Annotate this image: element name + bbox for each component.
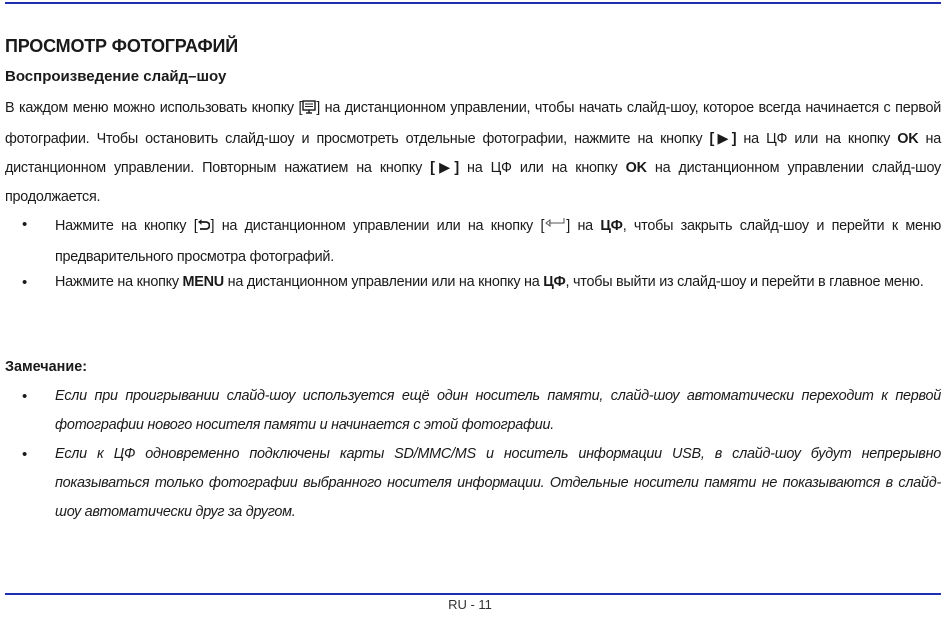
intro-paragraph: В каждом меню можно использовать кнопку [ ] на дистанционном управлении, чтобы начать слайд-шоу, которое всегда начинается с первой фотографии. Чтобы остановить слайд-шоу и просмотреть отдельные фотографии, нажмите на кнопку [▶] на ЦФ или на кнопку OK на дистанционном управлении. Повторным нажатием на кнопку [▶] на ЦФ или на кнопку OK на дистанционном управлении слайд-шоу продолжается. (5, 94, 941, 212)
page-number: RU - 11 (448, 597, 492, 612)
list-item-text: Нажмите на кнопку MENU на дистанционном управлении или на кнопку на ЦФ, чтобы выйти из слайд-шоу и перейти в главное меню. (55, 274, 924, 290)
menu-key: MENU (182, 274, 224, 290)
return-icon (197, 214, 210, 243)
note-text: Если к ЦФ одновременно подключены карты SD/MMC/MS и носитель информации USB, в слайд-шоу будут непрерывно показываться только фотографии выбранного носителя информации. Отдельные носители памяти не показываются в слайд-шоу автоматически друг за другом. (55, 446, 941, 520)
list-item-text: Нажмите на кнопку [ ] на дистанционном управлении или на кнопку [ ] на ЦФ, чтобы закрыть слайд-шоу и перейти к меню предварительного просмотра фотографий. (55, 210, 941, 272)
note-heading: Замечание: (5, 359, 88, 375)
top-rule (5, 2, 941, 4)
bullet: • (22, 388, 28, 405)
play-key: [▶] (709, 131, 737, 147)
note-text: Если при проигрывании слайд-шоу используется ещё один носитель памяти, слайд-шоу автоматически переходит к первой фотографии нового носителя памяти и начинается с этой фотографии. (55, 388, 941, 433)
back-arrow-icon (544, 210, 566, 239)
bullet: • (22, 216, 28, 233)
bullet: • (22, 274, 28, 291)
slideshow-icon (302, 96, 316, 125)
play-key: [▶] (430, 160, 459, 176)
section-subtitle: Воспроизведение слайд–шоу (5, 68, 227, 85)
ok-key: OK (897, 131, 919, 147)
bottom-rule (5, 593, 941, 595)
ok-key: OK (625, 160, 647, 176)
section-title: ПРОСМОТР ФОТОГРАФИЙ (5, 36, 238, 56)
bullet: • (22, 446, 28, 463)
